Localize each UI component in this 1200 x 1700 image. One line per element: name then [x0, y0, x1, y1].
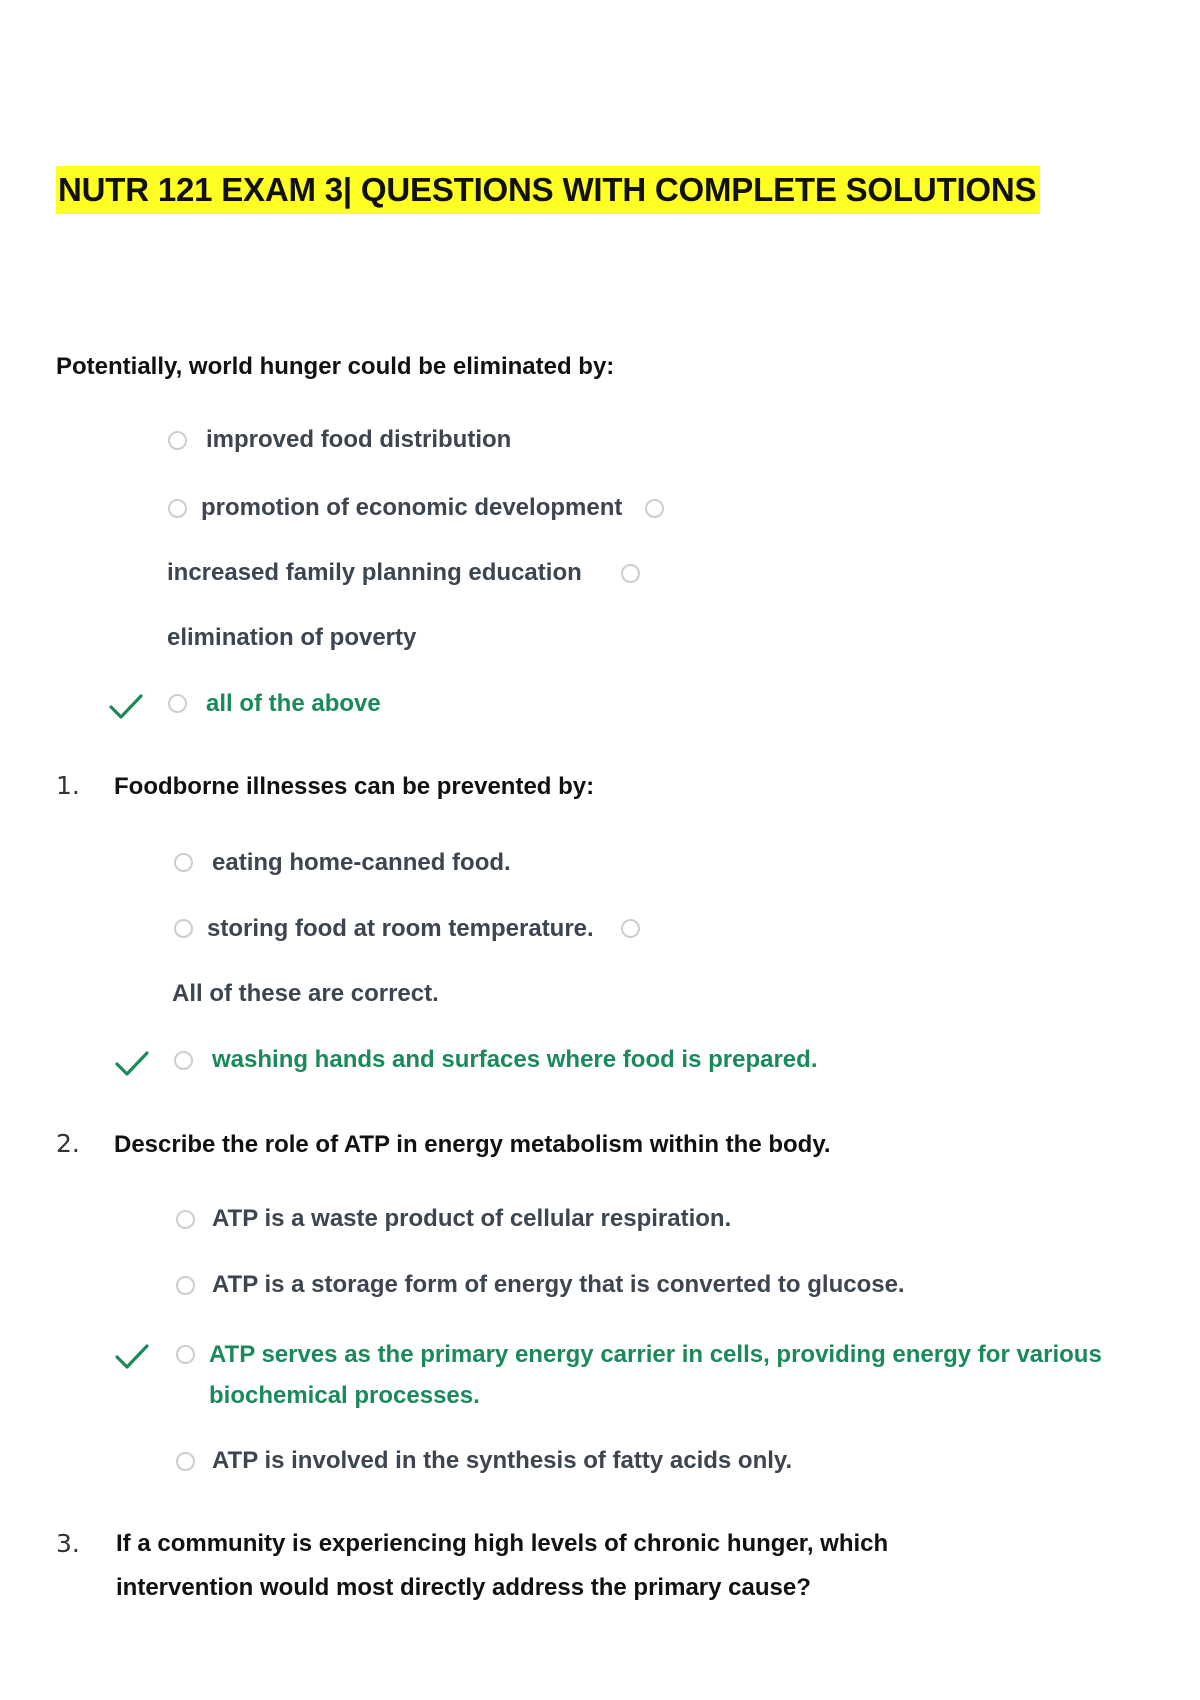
option-label-correct: all of the above [206, 690, 381, 717]
option-label: storing food at room temperature. [207, 915, 594, 942]
option-label: ATP is a waste product of cellular respiration. [212, 1205, 732, 1232]
radio-icon[interactable] [621, 919, 640, 938]
question-text: Describe the role of ATP in energy metabolism within the body. [114, 1131, 831, 1158]
document-title: NUTR 121 EXAM 3| QUESTIONS WITH COMPLETE SOLUTIONS [56, 166, 1040, 214]
radio-icon[interactable] [621, 564, 640, 583]
check-icon [108, 692, 144, 722]
question-number: 3. [56, 1529, 80, 1558]
radio-icon[interactable] [176, 1276, 195, 1295]
option-label: ATP is a storage form of energy that is converted to glucose. [212, 1271, 905, 1298]
option-label-correct: ATP serves as the primary energy carrier in cells, providing energy for various biochemical processes. [209, 1341, 1102, 1409]
option-label: ATP is involved in the synthesis of fatty acids only. [212, 1447, 793, 1474]
radio-icon[interactable] [174, 1051, 193, 1070]
radio-icon[interactable] [174, 919, 193, 938]
option-label: increased family planning education [167, 559, 582, 586]
option-label: eating home-canned food. [212, 849, 511, 876]
radio-icon[interactable] [176, 1210, 195, 1229]
option-label: improved food distribution [206, 426, 512, 453]
option-label: All of these are correct. [172, 980, 439, 1007]
question-text: Foodborne illnesses can be prevented by: [114, 773, 595, 800]
radio-icon[interactable] [176, 1452, 195, 1471]
check-icon [114, 1049, 150, 1079]
question-number: 1. [56, 771, 80, 800]
question-number: 2. [56, 1129, 80, 1158]
option-label-correct: washing hands and surfaces where food is prepared. [212, 1046, 818, 1073]
option-label: elimination of poverty [167, 624, 417, 651]
radio-icon[interactable] [168, 499, 187, 518]
radio-icon[interactable] [174, 853, 193, 872]
option-label: promotion of economic development [201, 494, 623, 521]
check-icon [114, 1342, 150, 1372]
radio-icon[interactable] [168, 431, 187, 450]
radio-icon[interactable] [645, 499, 664, 518]
question-text: Potentially, world hunger could be eliminated by: [56, 353, 615, 380]
radio-icon[interactable] [176, 1345, 195, 1364]
question-text: If a community is experiencing high levels of chronic hunger, which intervention would most directly address the primary cause? [116, 1530, 889, 1601]
radio-icon[interactable] [168, 694, 187, 713]
